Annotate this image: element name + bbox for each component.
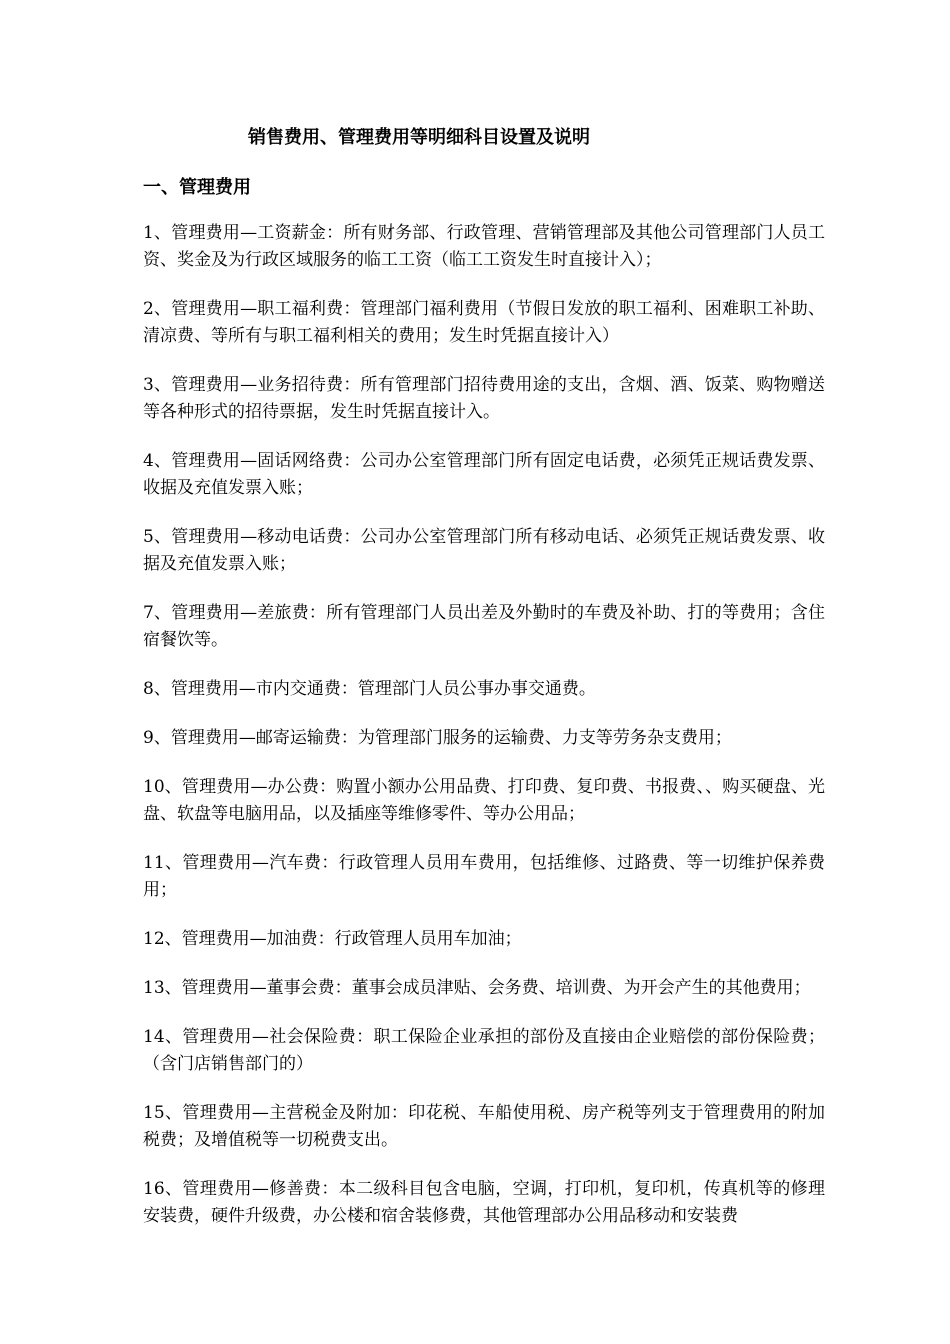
item-list <box>143 220 825 1252</box>
list-item: 16、管理费用—修善费：本二级科目包含电脑，空调，打印机，复印机，传真机等的修理安装费，硬件升级费，办公楼和宿舍装修费，其他管理部办公用品移动和安装费 <box>143 1179 825 1226</box>
list-item: 1、管理费用—工资薪金：所有财务部、行政管理、营销管理部及其他公司管理部门人员工资、奖金及为行政区域服务的临工工资（临工工资发生时直接计入）； <box>143 223 825 270</box>
list-item: 3、管理费用—业务招待费：所有管理部门招待费用途的支出，含烟、酒、饭菜、购物赠送等各种形式的招待票据，发生时凭据直接计入。 <box>143 375 825 422</box>
list-item: 4、管理费用—固话网络费：公司办公室管理部门所有固定电话费，必须凭正规话费发票、收据及充值发票入账； <box>143 451 825 498</box>
list-item: 8、管理费用—市内交通费：管理部门人员公事办事交通费。 <box>143 679 596 699</box>
list-item: 9、管理费用—邮寄运输费：为管理部门服务的运输费、力支等劳务杂支费用； <box>143 728 732 748</box>
list-item: 15、管理费用—主营税金及附加：印花税、车船使用税、房产税等列支于管理费用的附加税费；及增值税等一切税费支出。 <box>143 1103 825 1150</box>
list-item: 11、管理费用—汽车费：行政管理人员用车费用，包括维修、过路费、等一切维护保养费用； <box>143 853 825 900</box>
list-item: 10、管理费用—办公费：购置小额办公用品费、打印费、复印费、书报费、、购买硬盘、光盘、软盘等电脑用品，以及插座等维修零件、等办公用品； <box>143 777 825 824</box>
document-title: 销售费用、管理费用等明细科目设置及说明 <box>248 127 590 148</box>
list-item: 12、管理费用—加油费：行政管理人员用车加油； <box>143 929 522 949</box>
section-heading: 一、管理费用 <box>143 177 251 198</box>
list-item: 2、管理费用—职工福利费：管理部门福利费用（节假日发放的职工福利、困难职工补助、清凉费、等所有与职工福利相关的费用；发生时凭据直接计入） <box>143 299 825 346</box>
list-item: 14、管理费用—社会保险费：职工保险企业承担的部份及直接由企业赔偿的部份保险费；（含门店销售部门的） <box>143 1027 825 1074</box>
list-item: 13、管理费用—董事会费：董事会成员津贴、会务费、培训费、为开会产生的其他费用； <box>143 978 811 998</box>
list-item: 7、管理费用—差旅费：所有管理部门人员出差及外勤时的车费及补助、打的等费用；含住宿餐饮等。 <box>143 603 825 650</box>
list-item: 5、管理费用—移动电话费：公司办公室管理部门所有移动电话、必须凭正规话费发票、收据及充值发票入账； <box>143 527 825 574</box>
